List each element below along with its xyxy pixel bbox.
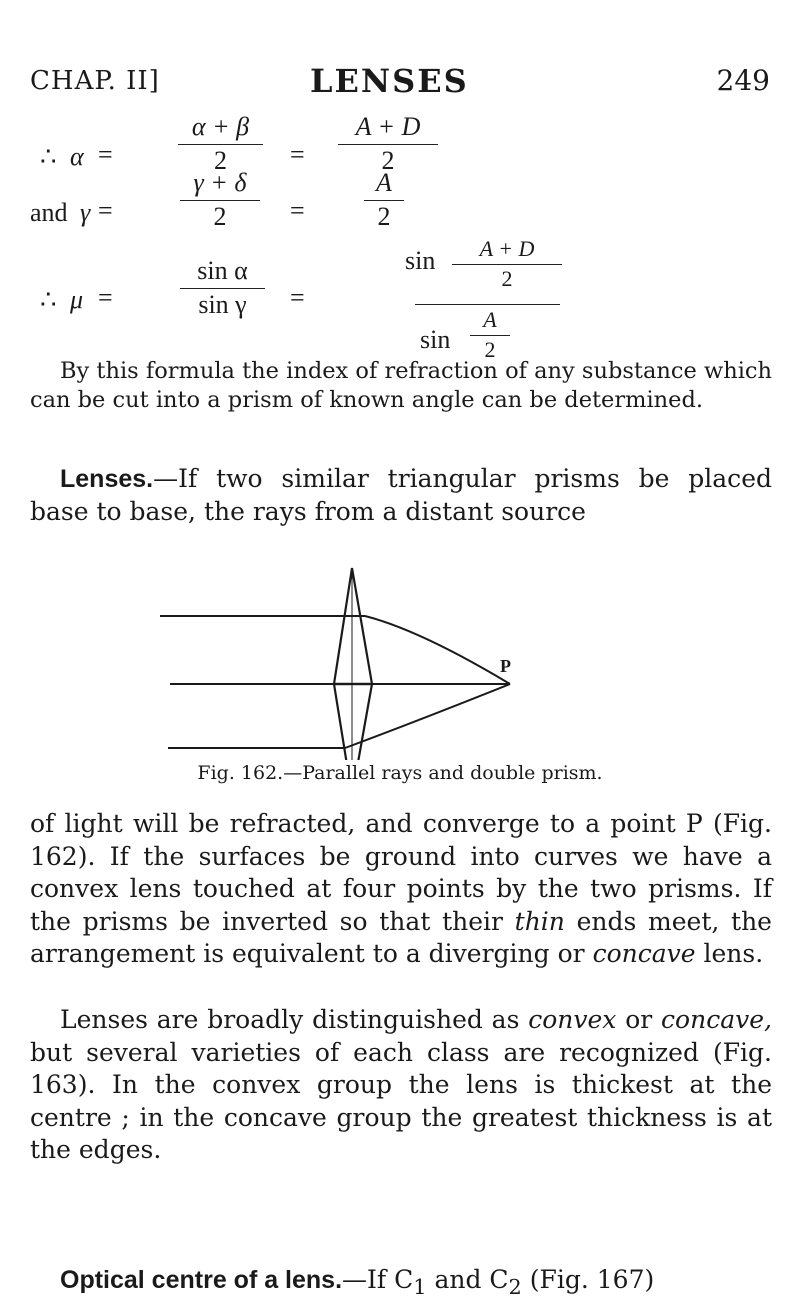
eq1-frac1-denominator: 2 <box>214 146 227 175</box>
eq1-equals-a: = <box>98 140 113 169</box>
p5-text-a: —If C <box>342 1265 414 1294</box>
upper-prism <box>334 568 372 684</box>
eq3-lhs: μ <box>70 285 84 314</box>
paragraph-lens-varieties <box>30 1004 772 1167</box>
p5-subscript-1: 1 <box>413 1275 427 1299</box>
eq1-fraction-2 <box>338 112 438 176</box>
lenses-intro-text: —If two similar triangular prisms be placed base to base, the rays from a distant source <box>30 464 772 526</box>
p5-subscript-2: 2 <box>508 1275 522 1299</box>
eq2-equals-b: = <box>290 196 305 225</box>
and-word: and <box>30 198 68 227</box>
p3-thin: thin <box>514 906 565 936</box>
paragraph-formula-use: By this formula the index of refraction of any substance which can be cut into a prism of known angle can be determined. <box>30 358 772 413</box>
running-title: LENSES <box>310 62 469 100</box>
paragraph-lenses-intro <box>30 463 772 528</box>
eq3-top-numerator: A + D <box>452 236 562 265</box>
therefore-symbol-2: ∴ <box>40 285 57 314</box>
eq3-bottom-fraction <box>470 307 510 363</box>
p4-text-a: Lenses are broadly distinguished as <box>60 1005 520 1034</box>
eq3-sin-bottom: sin <box>420 325 451 354</box>
eq1-fraction-1 <box>178 112 263 176</box>
eq2-frac2-denominator: 2 <box>377 202 391 231</box>
p4-text-c: but several varieties of each class are recognized (Fig. 163). In the convex group the lens is thickest at the centre ; in the concave group the greatest thickness is at the edges. <box>30 1037 772 1164</box>
paragraph-optical-centre <box>30 1264 772 1304</box>
chapter-label: CHAP. II] <box>30 66 160 96</box>
eq3-main-fraction-bar <box>415 304 560 305</box>
double-prism-figure <box>0 560 800 760</box>
p4-convex: convex <box>528 1005 617 1034</box>
eq2-fraction-2 <box>364 168 404 232</box>
eq3-equals-b: = <box>290 283 305 312</box>
p5-text-c: (Fig. 167) <box>521 1265 655 1294</box>
figure-caption: Fig. 162.—Parallel rays and double prism. <box>197 762 603 784</box>
point-p-label: P <box>500 656 511 676</box>
p4-concave: concave, <box>661 1005 772 1034</box>
p4-text-b: or <box>625 1005 653 1034</box>
eq1-frac2-numerator: A + D <box>338 112 438 145</box>
eq3-bottom-denominator: 2 <box>484 337 496 362</box>
refracted-ray-upper <box>365 616 510 684</box>
eq2-equals-a: = <box>98 196 113 225</box>
page-header <box>30 62 770 102</box>
eq2-lhs: γ <box>80 198 91 227</box>
section-heading-optical-centre: Optical centre of a lens. <box>60 1266 343 1294</box>
eq3-top-fraction <box>452 236 562 292</box>
eq3-bottom-numerator: A <box>470 307 510 336</box>
eq1-equals-b: = <box>290 140 305 169</box>
p3-text-c: lens. <box>703 939 764 968</box>
p3-concave: concave <box>592 939 696 968</box>
eq2-frac2-numerator: A <box>364 168 404 201</box>
eq1-frac1-numerator: α + β <box>178 112 263 145</box>
eq1-lhs: α <box>70 142 84 171</box>
section-heading-lenses: Lenses. <box>60 465 154 493</box>
p3-text: of light will be refracted, and converge to a point P (Fig. 162). If the surfaces be ground into curves we have a convex lens touched at four points by the two prisms. If the prisms be inverted so that their <box>30 809 772 936</box>
eq3-sin-top: sin <box>405 246 436 275</box>
eq3-frac1-numerator: sin α <box>180 256 265 289</box>
eq2-fraction-1 <box>180 168 260 232</box>
eq2-frac1-denominator: 2 <box>213 202 227 231</box>
eq3-equals-a: = <box>98 283 113 312</box>
eq3-frac1-denominator: sin γ <box>198 290 247 319</box>
therefore-symbol: ∴ <box>40 142 57 171</box>
eq1-frac2-denominator: 2 <box>381 146 395 175</box>
page-number: 249 <box>716 64 770 97</box>
eq3-top-denominator: 2 <box>501 266 513 291</box>
eq3-fraction-1 <box>180 256 265 320</box>
paragraph-convex-concave <box>30 808 772 971</box>
p5-text-b: and C <box>426 1265 509 1294</box>
p3-text-b: ends meet, the arrangement is equivalent to a diverging or <box>30 906 772 968</box>
eq2-frac1-numerator: γ + δ <box>180 168 260 201</box>
